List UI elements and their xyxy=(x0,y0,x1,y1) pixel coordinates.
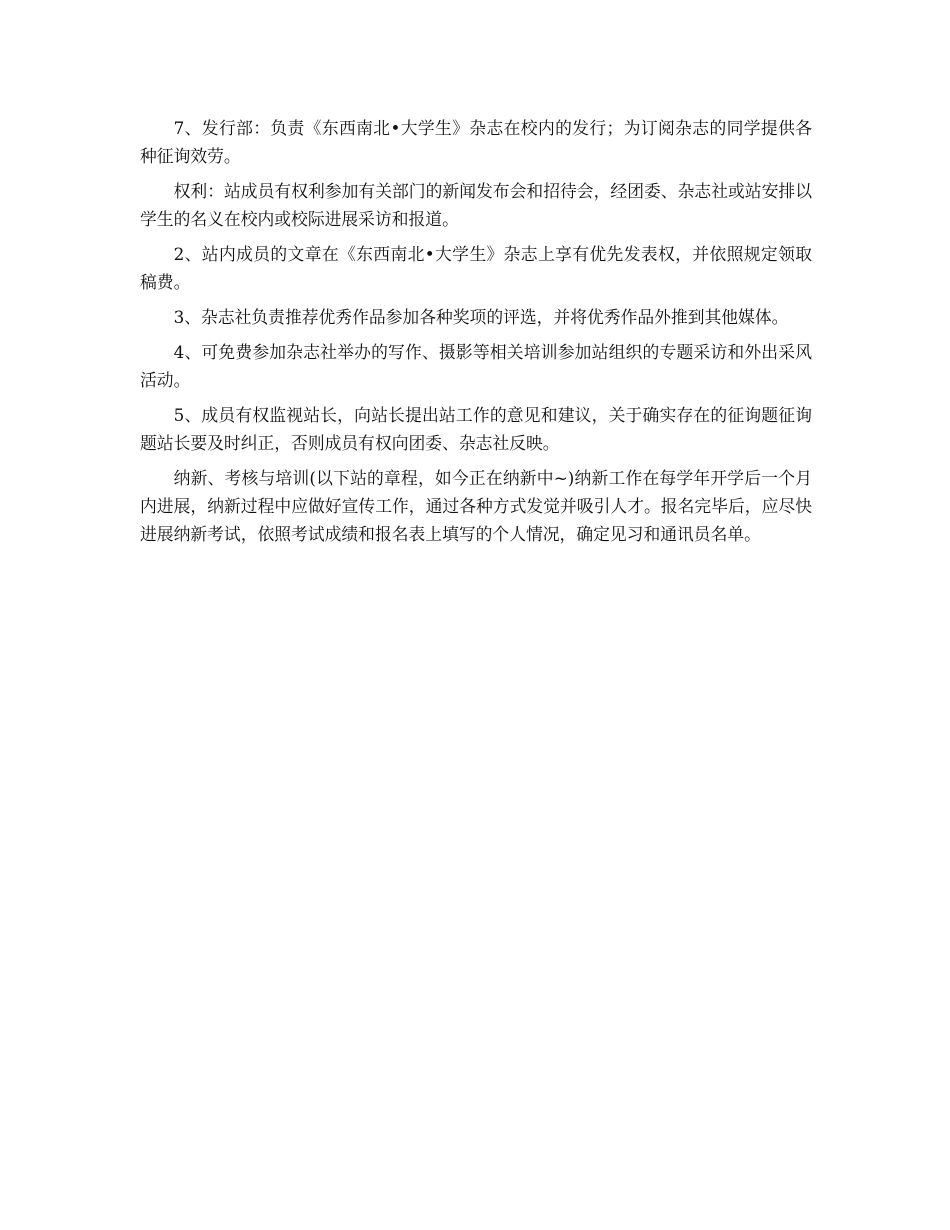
paragraph-publishing-dept: 7、发行部：负责《东西南北•大学生》杂志在校内的发行；为订阅杂志的同学提供各种征询效劳。 xyxy=(140,118,812,166)
paragraph-rights: 权利：站成员有权利参加有关部门的新闻发布会和招待会，经团委、杂志社或站安排以学生的名义在校内或校际进展采访和报道。 xyxy=(140,181,812,229)
paragraph-right-5: 5、成员有权监视站长，向站长提出站工作的意见和建议，关于确实存在的征询题征询题站长要及时纠正，否则成员有权向团委、杂志社反映。 xyxy=(140,405,812,453)
paragraph-recruitment: 纳新、考核与培训(以下站的章程，如今正在纳新中~)纳新工作在每学年开学后一个月内进展，纳新过程中应做好宣传工作，通过各种方式发觉并吸引人才。报名完毕后，应尽快进展纳新考试，依照考试成绩和报名表上填写的个人情况，确定见习和通讯员名单。 xyxy=(140,468,812,544)
paragraph-right-4: 4、可免费参加杂志社举办的写作、摄影等相关培训参加站组织的专题采访和外出采风活动。 xyxy=(140,342,812,390)
paragraph-right-2: 2、站内成员的文章在《东西南北•大学生》杂志上享有优先发表权，并依照规定领取稿费。 xyxy=(140,244,812,292)
paragraph-right-3: 3、杂志社负责推荐优秀作品参加各种奖项的评选，并将优秀作品外推到其他媒体。 xyxy=(173,307,789,327)
document-body xyxy=(140,114,812,555)
